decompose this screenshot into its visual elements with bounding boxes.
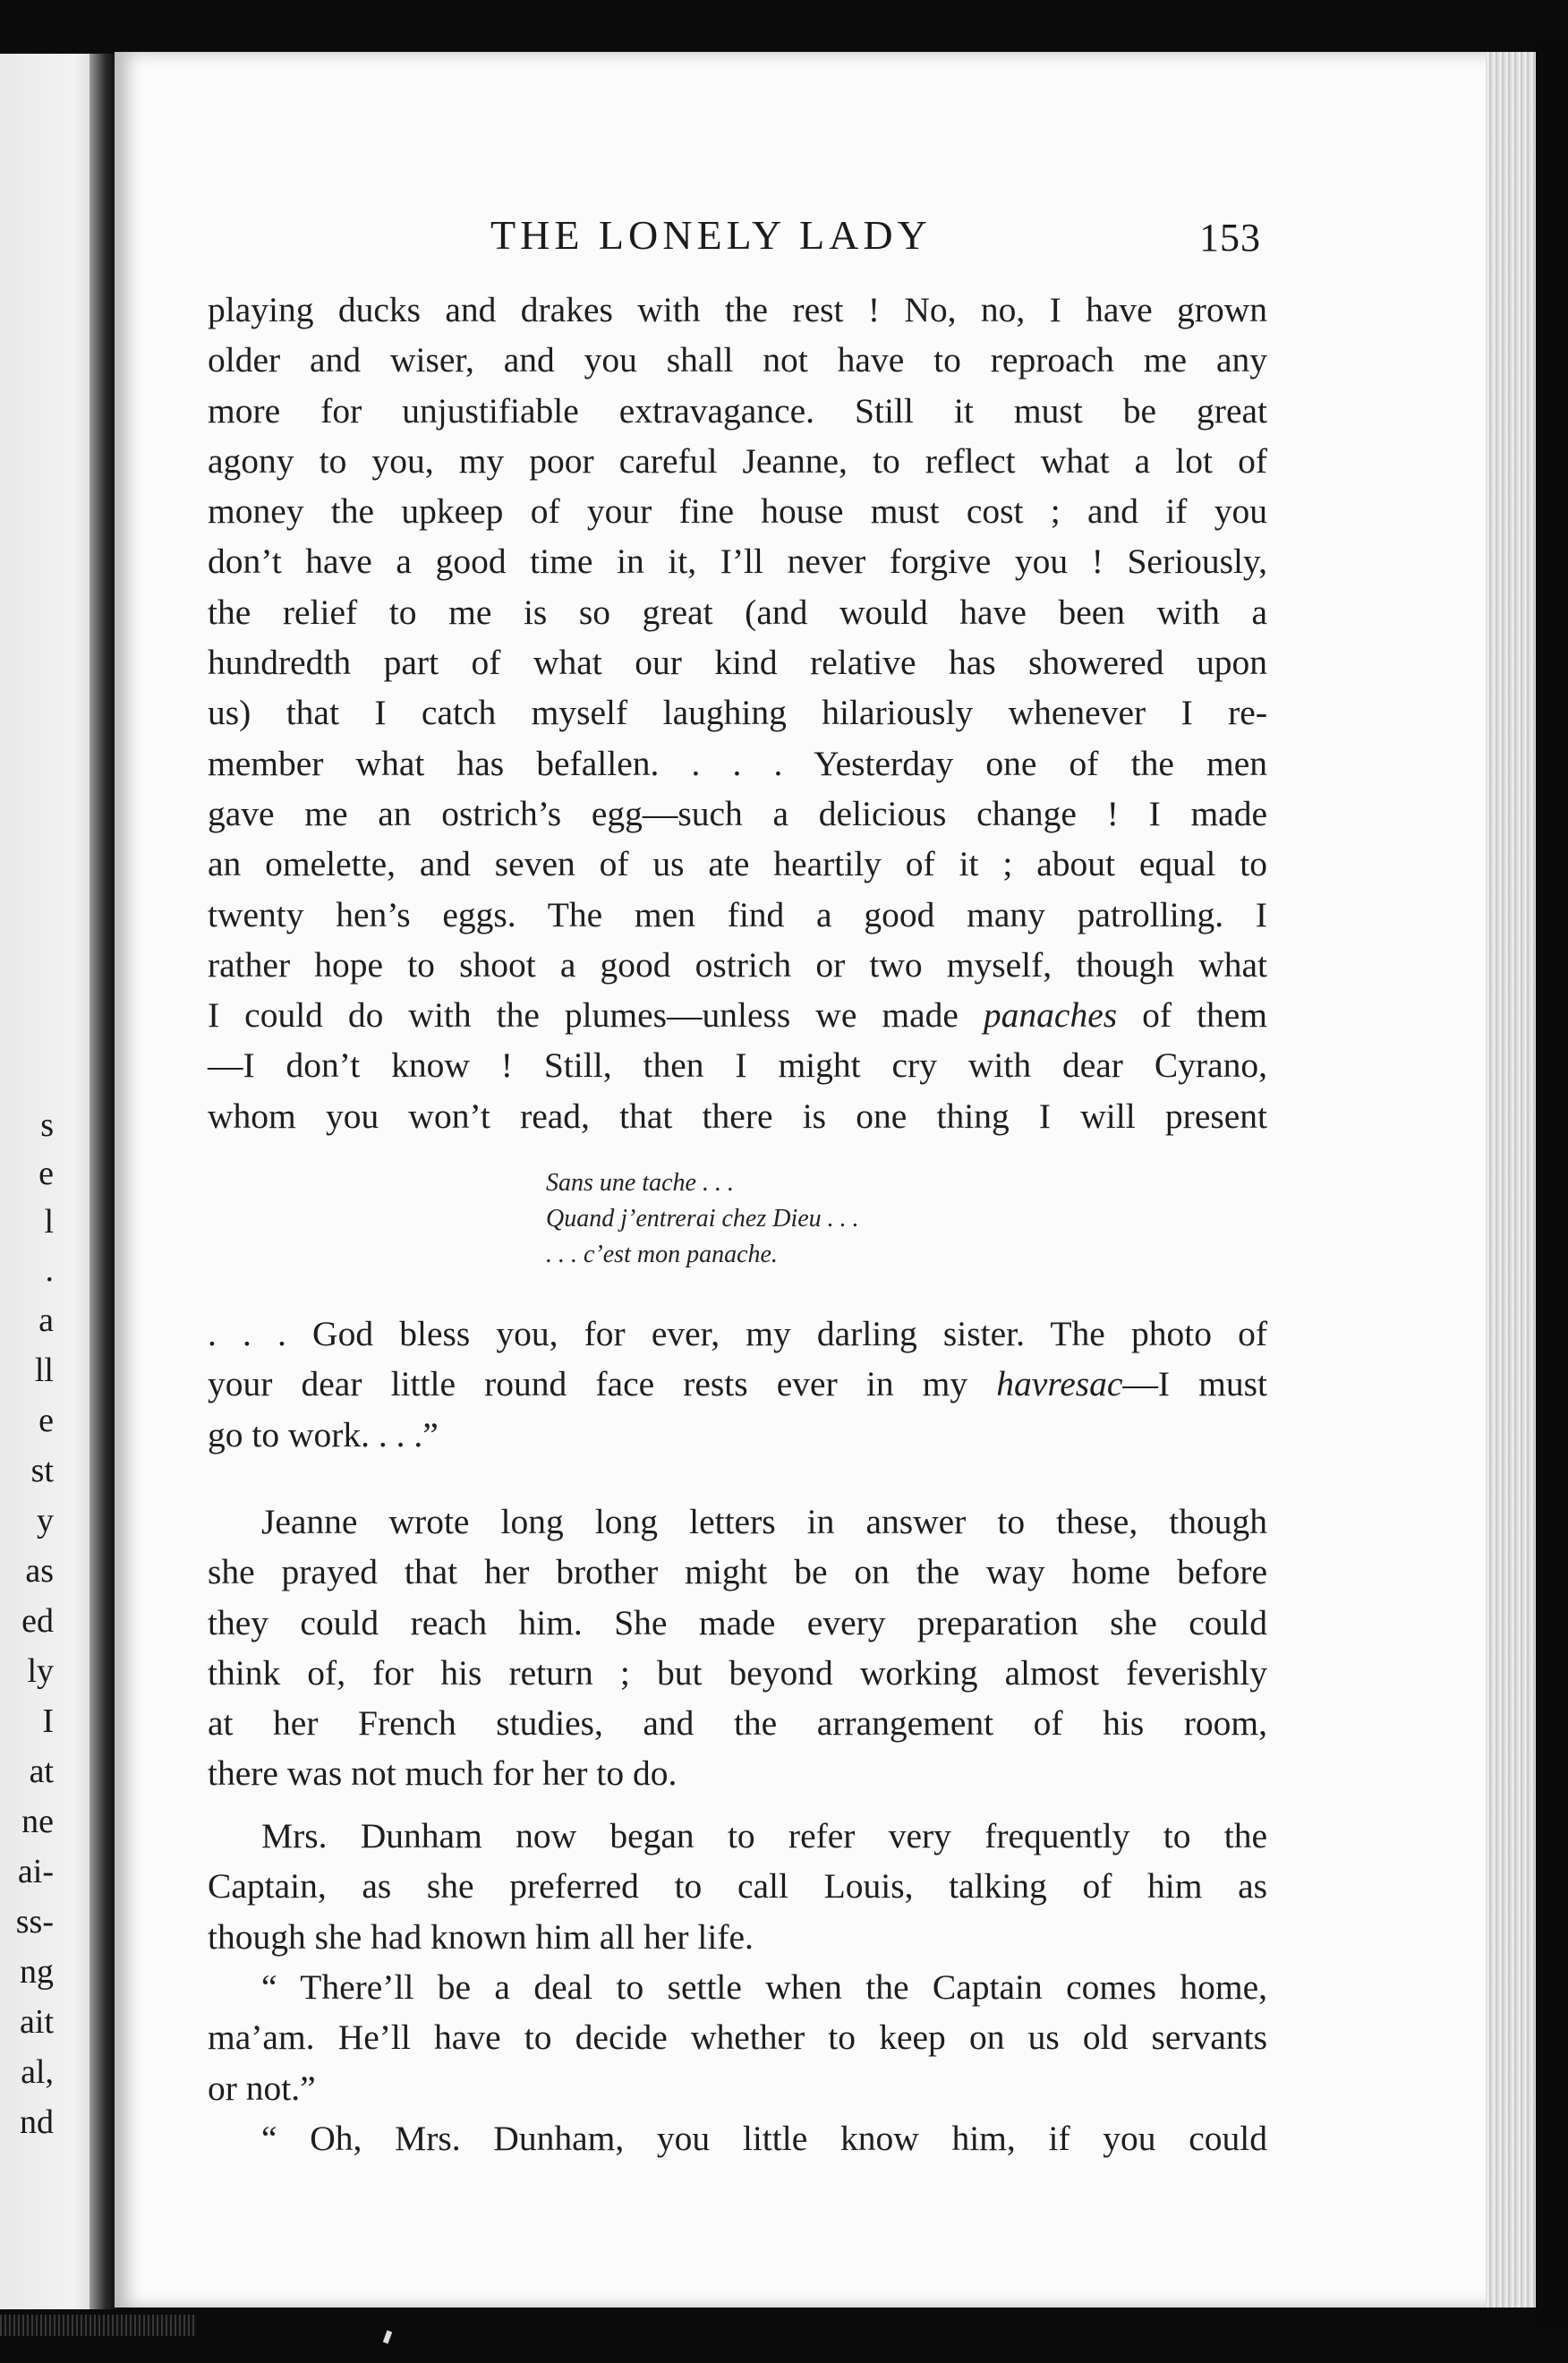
text-line: Mrs. Dunham now began to refer very frequently to the bbox=[261, 1816, 1267, 1855]
verse-line: Quand j’entrerai chez Dieu . . . bbox=[546, 1205, 859, 1233]
fragment: ait bbox=[20, 2003, 54, 2041]
text-line: agony to you, my poor careful Jeanne, to reflect what a lot of bbox=[208, 440, 1267, 481]
fragment: ll bbox=[34, 1352, 54, 1389]
text-segment: your dear little round face rests ever in my bbox=[208, 1364, 997, 1404]
text-line: member what has befallen. . . . Yesterday one of the men bbox=[208, 743, 1267, 783]
text-line: . . . God bless you, for ever, my darling sister. The photo of bbox=[208, 1314, 1267, 1353]
fragment: y bbox=[37, 1502, 54, 1540]
fragment: ly bbox=[27, 1652, 54, 1690]
verse-line: . . . c’est mon panache. bbox=[546, 1241, 778, 1268]
text-line: at her French studies, and the arrangement of his room, bbox=[208, 1703, 1267, 1744]
previous-page-text-fragments bbox=[0, 0, 89, 2363]
fragment: I bbox=[42, 1702, 54, 1740]
fragment: at bbox=[29, 1753, 54, 1790]
text-line: playing ducks and drakes with the rest ! No, no, I have grown bbox=[208, 290, 1267, 329]
fragment: . bbox=[45, 1251, 54, 1289]
book-gutter-shadow bbox=[89, 54, 116, 2309]
text-line bbox=[208, 990, 1267, 1040]
text-line: money the upkeep of your fine house must cost ; and if you bbox=[208, 491, 1267, 532]
text-segment: —I must bbox=[1122, 1364, 1267, 1404]
verse-line: Sans une tache . . . bbox=[546, 1169, 734, 1197]
italic-word: havresac bbox=[996, 1364, 1123, 1404]
scan-edge-artifact bbox=[0, 2315, 197, 2336]
text-line: rather hope to shoot a good ostrich or two myself, though what bbox=[208, 944, 1267, 985]
text-line: don’t have a good time in it, I’ll never forgive you ! Seriously, bbox=[208, 542, 1267, 582]
fragment: ss- bbox=[15, 1903, 54, 1941]
text-line: us) that I catch myself laughing hilariously whenever I re- bbox=[208, 693, 1267, 733]
paragraph-jeanne-letters bbox=[208, 1497, 1267, 1799]
fragment: s bbox=[40, 1106, 54, 1144]
fragment: as bbox=[25, 1552, 54, 1590]
text-line: hundredth part of what our kind relative has showered upon bbox=[208, 643, 1267, 683]
page-number: 153 bbox=[1199, 216, 1261, 260]
text-line: there was not much for her to do. bbox=[208, 1753, 677, 1794]
text-line: the relief to me is so great (and would have been with a bbox=[208, 592, 1267, 632]
fragment: ai- bbox=[17, 1853, 54, 1890]
fragment: ne bbox=[21, 1803, 54, 1840]
fragment: ng bbox=[20, 1953, 54, 1991]
text-line: twenty hen’s eggs. The men find a good many patrolling. I bbox=[208, 894, 1267, 934]
text-line: gave me an ostrich’s egg—such a delicious change ! I made bbox=[208, 793, 1267, 833]
text-line: Jeanne wrote long long letters in answer to these, though bbox=[261, 1502, 1267, 1541]
text-line: more for unjustifiable extravagance. Still it must be great bbox=[208, 390, 1267, 431]
fragment: ed bbox=[21, 1602, 54, 1640]
verse-quotation bbox=[546, 1165, 859, 1273]
text-line: “ There’ll be a deal to settle when the Captain comes home, bbox=[261, 1967, 1267, 2007]
text-segment: of them bbox=[1117, 995, 1267, 1036]
text-line: ma’am. He’ll have to decide whether to keep on us old servants bbox=[208, 2018, 1267, 2058]
scanner-edge bbox=[1536, 36, 1568, 2327]
paragraph-letter-closing bbox=[208, 1309, 1267, 1460]
text-line: go to work. . . .” bbox=[208, 1414, 439, 1454]
fragment: e bbox=[38, 1155, 54, 1192]
text-line: or not.” bbox=[208, 2068, 316, 2108]
paragraph-dialogue-jeanne bbox=[208, 2113, 1267, 2163]
fragment: st bbox=[30, 1452, 54, 1489]
text-line: —I don’t know ! Still, then I might cry with dear Cyrano, bbox=[208, 1045, 1267, 1086]
fragment: al, bbox=[21, 2053, 54, 2091]
paragraph-dialogue-dunham bbox=[208, 1962, 1267, 2113]
italic-word: panaches bbox=[983, 995, 1118, 1036]
text-line: Captain, as she preferred to call Louis, talking of him as bbox=[208, 1866, 1267, 1907]
text-line: she prayed that her brother might be on the way home before bbox=[208, 1552, 1267, 1592]
fragment: e bbox=[38, 1402, 54, 1439]
text-line: though she had known him all her life. bbox=[208, 1916, 754, 1957]
fragment: nd bbox=[20, 2103, 54, 2141]
text-line: older and wiser, and you shall not have to reproach me any bbox=[208, 340, 1267, 380]
text-line: “ Oh, Mrs. Dunham, you little know him, if you could bbox=[261, 2119, 1267, 2158]
text-line: whom you won’t read, that there is one thing I will present bbox=[208, 1096, 1267, 1136]
running-head: THE LONELY LADY bbox=[490, 212, 932, 258]
page-edge-leaves bbox=[1486, 52, 1538, 2308]
fragment: l bbox=[44, 1203, 54, 1241]
text-line: think of, for his return ; but beyond working almost feverishly bbox=[208, 1652, 1267, 1693]
text-line: an omelette, and seven of us ate heartily of it ; about equal to bbox=[208, 844, 1267, 884]
text-line: they could reach him. She made every preparation she could bbox=[208, 1602, 1267, 1642]
text-line bbox=[208, 1359, 1267, 1409]
paragraph-letter-continued bbox=[208, 285, 1267, 1141]
fragment: a bbox=[38, 1301, 54, 1339]
text-segment: I could do with the plumes—unless we made bbox=[208, 995, 984, 1036]
paragraph-mrs-dunham bbox=[208, 1811, 1267, 1962]
